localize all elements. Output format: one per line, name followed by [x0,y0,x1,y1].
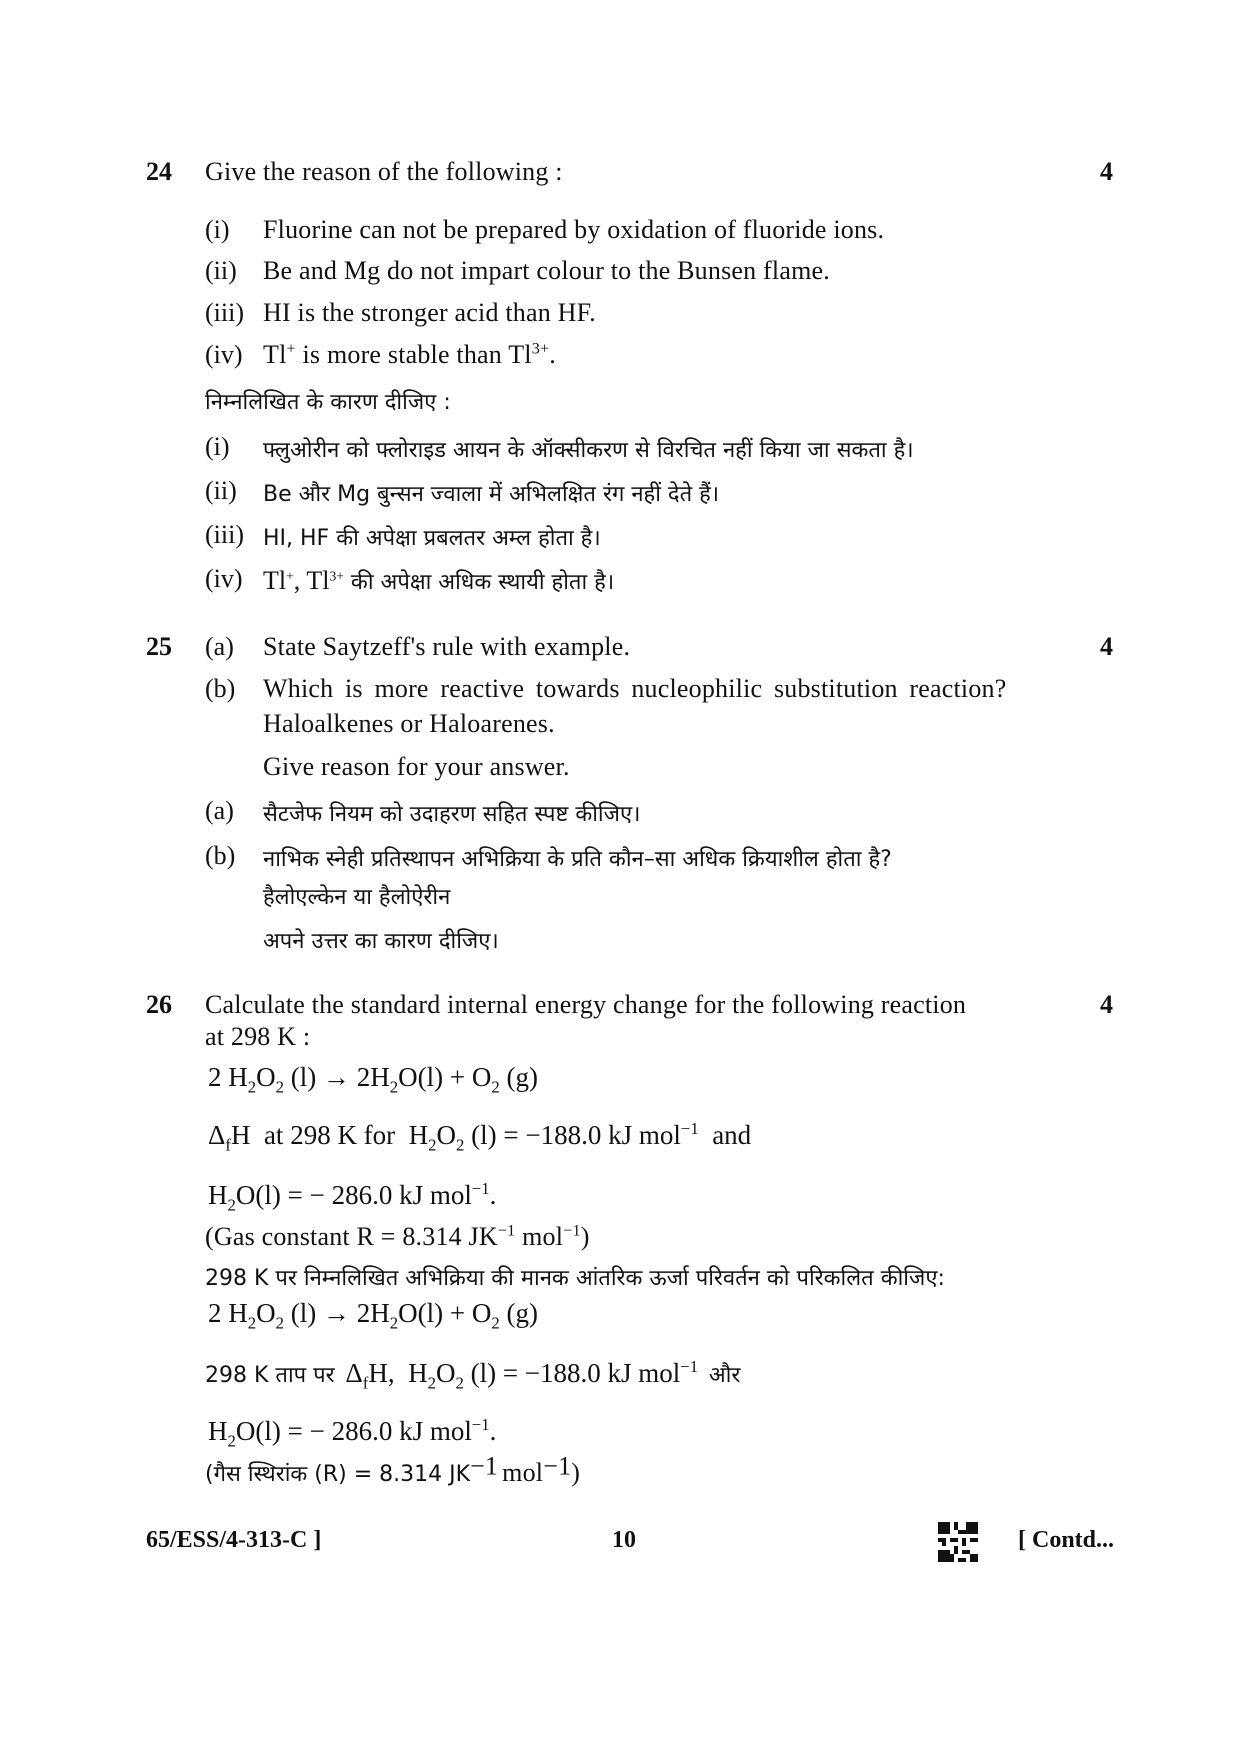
paper-code: 65/ESS/4-313-C ] [146,1527,322,1553]
continued-label: [ Contd... [1018,1527,1115,1553]
question-intro-hindi: निम्नलिखित के कारण दीजिए : [205,390,451,415]
item-text: HI is the stronger acid than HF. [263,298,596,327]
item-label: (ii) [205,256,237,285]
question-marks: 4 [1100,157,1113,186]
item-label: (i) [205,432,230,461]
item-label: (iv) [205,340,243,369]
question-marks: 4 [1100,990,1113,1019]
item-label: (iv) [205,564,243,593]
page-number: 10 [612,1527,636,1553]
item-text-hindi: अपने उत्तर का कारण दीजिए। [263,929,499,954]
item-label: (iii) [205,520,244,549]
question-number: 24 [146,157,172,186]
enthalpy-data: $\Delta_fH$ at 298 K for $H_2O_2$ (l) = −188.0 kJ mol$^{-1}$ and [208,1119,752,1155]
item-text: Tl+ is more stable than $Tl^{3+}$. [263,340,556,369]
reaction-equation: 2 $H_2O_2$ $(l) \to 2H_2O(l) + O_2$ (g) [208,1062,538,1097]
question-number: 25 [146,632,172,661]
item-text: Which is more reactive towards nucleophilic substitution reaction? [263,674,1007,703]
item-label: (a) [205,796,234,825]
qr-code-icon [938,1522,978,1562]
reaction-equation: 2 $H_2O_2$ $(l) \to 2H_2O(l) + O_2$ (g) [208,1298,538,1333]
question-intro: Give the reason of the following : [205,157,563,186]
item-text: State Saytzeff's rule with example. [263,632,631,661]
gas-constant-hindi: (गैस स्थिरांक (R) = 8.314 $JK^{-1}$ mol$^{-1}$) [205,1451,581,1487]
item-text-hindi: Tl+, $Tl^{3+}$ की अपेक्षा अधिक स्थायी होता है। [263,566,615,595]
item-label: (i) [205,215,230,244]
question-intro: at 298 K : [205,1022,311,1051]
item-text-hindi: हैलोएल्केन या हैलोऐरीन [263,885,451,910]
water-enthalpy: $H_2O(l)$ = − 286.0 kJ mol$^{-1}$. [208,1179,497,1215]
gas-constant: (Gas constant R = 8.314 $JK^{-1}$ mol$^{-1}$) [205,1222,590,1251]
item-text: Give reason for your answer. [263,752,570,781]
item-text-hindi: सैटजेफ नियम को उदाहरण सहित स्पष्ट कीजिए। [263,802,641,827]
item-text: Haloalkenes or Haloarenes. [263,709,555,738]
item-text-hindi: HI, HF की अपेक्षा प्रबलतर अम्ल होता है। [263,526,601,551]
question-marks: 4 [1100,632,1113,661]
item-text-hindi: Be और Mg बुन्सन ज्वाला में अभिलक्षित रंग नहीं देते हैं। [263,482,720,507]
item-text: Fluorine can not be prepared by oxidation of fluoride ions. [263,215,885,244]
question-intro: Calculate the standard internal energy change for the following reaction [205,990,967,1019]
item-label: (ii) [205,476,237,505]
item-label: (a) [205,632,234,661]
item-label: (b) [205,841,236,870]
question-intro-hindi: 298 K पर निम्नलिखित अभिक्रिया की मानक आंतरिक ऊर्जा परिवर्तन को परिकलित कीजिए: [205,1266,945,1291]
item-text-hindi: फ्लुओरीन को फ्लोराइड आयन के ऑक्सीकरण से विरचित नहीं किया जा सकता है। [263,438,914,463]
item-label: (iii) [205,298,244,327]
water-enthalpy: $H_2O(l)$ = − 286.0 kJ mol$^{-1}$. [208,1415,497,1451]
item-text: Be and Mg do not impart colour to the Bunsen flame. [263,256,830,285]
enthalpy-data-hindi: 298 K ताप पर $\Delta_fH$, $H_2O_2$ (l) = −188.0 kJ mol$^{-1}$ और [205,1357,741,1393]
item-text-hindi: नाभिक स्नेही प्रतिस्थापन अभिक्रिया के प्रति कौन–सा अधिक क्रियाशील होता है? [263,847,892,872]
item-label: (b) [205,674,236,703]
question-number: 26 [146,990,172,1019]
